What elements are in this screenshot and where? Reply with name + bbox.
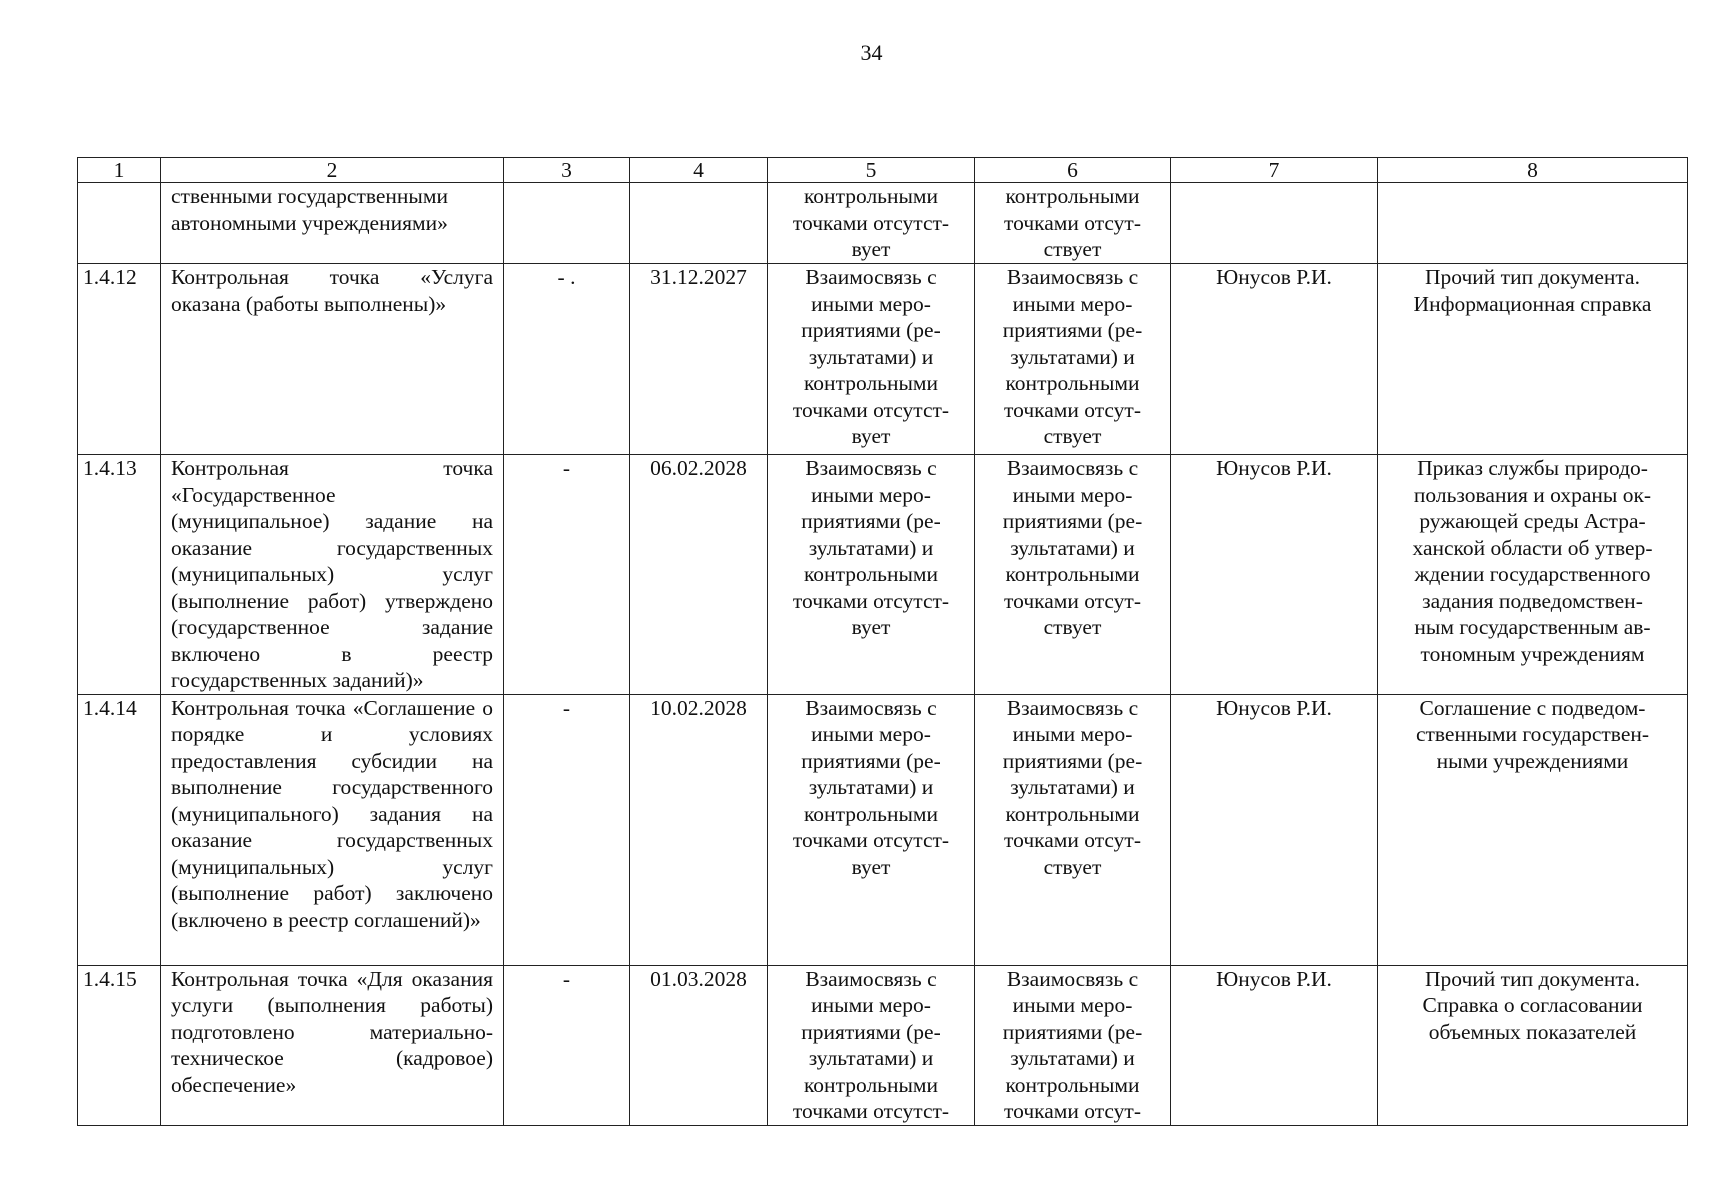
due-date: 31.12.2027 — [630, 264, 768, 455]
column-header: 6 — [975, 158, 1171, 183]
due-date: 06.02.2028 — [630, 455, 768, 695]
table-row — [78, 183, 1688, 264]
column-header: 4 — [630, 158, 768, 183]
control-point-name: Контрольная точка «Соглашение о порядке и условиях предоставления субсидии на выполнение государственного (муниципального) задания на оказание государственных (муниципальных) услуг (выполнение работ) заключено (включено в реестр соглашений)» — [161, 694, 504, 965]
row-number: 1.4.15 — [78, 965, 161, 1125]
column-3-value: - — [504, 965, 630, 1125]
responsible-person — [1171, 183, 1378, 264]
relation-control-points: Взаимосвязь с иными меро- приятиями (ре- зультатами) и контрольными точками отсут- ствует — [975, 264, 1171, 455]
column-header: 5 — [768, 158, 975, 183]
relation-events: Взаимосвязь с иными меро- приятиями (ре- зультатами) и контрольными точками отсутст- вует — [768, 455, 975, 695]
relation-control-points: Взаимосвязь с иными меро- приятиями (ре- зультатами) и контрольными точками отсут- ствует — [975, 694, 1171, 965]
document-type: Прочий тип документа. Справка о согласовании объемных показателей — [1378, 965, 1688, 1125]
page-number: 34 — [860, 40, 883, 65]
relation-events: контрольными точками отсутст- вует — [768, 183, 975, 264]
row-number — [78, 183, 161, 264]
column-3-value — [504, 183, 630, 264]
relation-control-points: Взаимосвязь с иными меро- приятиями (ре- зультатами) и контрольными точками отсут- — [975, 965, 1171, 1125]
relation-control-points: Взаимосвязь с иными меро- приятиями (ре- зультатами) и контрольными точками отсут- ствует — [975, 455, 1171, 695]
control-point-name: Контрольная точка «Услуга оказана (работы выполнены)» — [161, 264, 504, 455]
table-row — [78, 264, 1688, 455]
relation-events: Взаимосвязь с иными меро- приятиями (ре- зультатами) и контрольными точками отсутст- вует — [768, 694, 975, 965]
responsible-person: Юнусов Р.И. — [1171, 965, 1378, 1125]
relation-events: Взаимосвязь с иными меро- приятиями (ре- зультатами) и контрольными точками отсутст- — [768, 965, 975, 1125]
column-header: 1 — [78, 158, 161, 183]
due-date: 01.03.2028 — [630, 965, 768, 1125]
column-3-value: - — [504, 455, 630, 695]
table-row — [78, 694, 1688, 965]
document-type: Приказ службы природо- пользования и охраны ок- ружающей среды Астра- ханской области об утвер- ждении государственного задания подведомствен- ным государственным ав- тономным учреждениям — [1378, 455, 1688, 695]
table-header-row — [78, 158, 1688, 183]
column-header: 2 — [161, 158, 504, 183]
responsible-person: Юнусов Р.И. — [1171, 694, 1378, 965]
due-date: 10.02.2028 — [630, 694, 768, 965]
table-row — [78, 455, 1688, 695]
document-type: Прочий тип документа. Информационная справка — [1378, 264, 1688, 455]
responsible-person: Юнусов Р.И. — [1171, 264, 1378, 455]
column-3-value: - — [504, 694, 630, 965]
column-header: 7 — [1171, 158, 1378, 183]
column-header: 3 — [504, 158, 630, 183]
table-row — [78, 965, 1688, 1125]
document-type: Соглашение с подведом- ственными государствен- ными учреждениями — [1378, 694, 1688, 965]
row-number: 1.4.12 — [78, 264, 161, 455]
control-point-name: ственными государственными автономными учреждениями» — [161, 183, 504, 264]
relation-control-points: контрольными точками отсут- ствует — [975, 183, 1171, 264]
column-3-value: - . — [504, 264, 630, 455]
responsible-person: Юнусов Р.И. — [1171, 455, 1378, 695]
due-date — [630, 183, 768, 264]
row-number: 1.4.14 — [78, 694, 161, 965]
document-type — [1378, 183, 1688, 264]
row-number: 1.4.13 — [78, 455, 161, 695]
control-points-table — [77, 157, 1688, 1126]
relation-events: Взаимосвязь с иными меро- приятиями (ре- зультатами) и контрольными точками отсутст- вует — [768, 264, 975, 455]
control-point-name: Контрольная точка «Государственное (муниципальное) задание на оказание государственных (муниципальных) услуг (выполнение работ) утверждено (государственное задание включено в реестр государственных заданий)» — [161, 455, 504, 695]
column-header: 8 — [1378, 158, 1688, 183]
control-point-name: Контрольная точка «Для оказания услуги (выполнения работы) подготовлено материально-техническое (кадровое) обеспечение» — [161, 965, 504, 1125]
